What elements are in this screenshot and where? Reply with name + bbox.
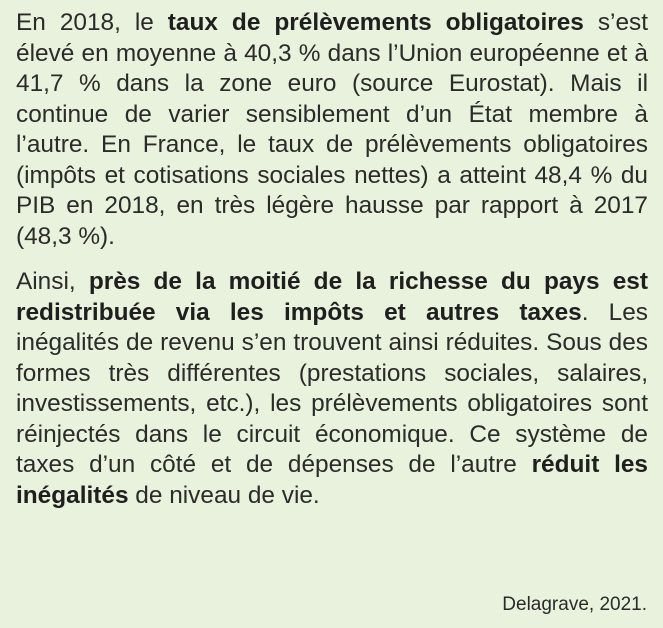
paragraph-1-bold-1: taux de prélèvements obligatoires [167,9,584,36]
source-citation: Delagrave, 2021. [502,594,647,615]
paragraph-2-text-3: de niveau de vie. [128,481,320,509]
paragraph-2-text-1: Ainsi, [16,268,89,295]
paragraph-1-text-2: s’est élevé en moyenne à 40,3 % dans l’Union européenne et à 41,7 % dans la zone euro (source Eurostat). Mais il continue de varier sensiblement d’un État membre à l’autre. En France, le taux de prélèvements obligatoires (impôts et cotisations sociales nettes) a atteint 48,4 % du PIB en 2018, en très légère hausse par rapport à 2017 (48,3 %). [16,9,648,250]
paragraph-1 [16,8,648,252]
paragraph-1-text-1: En 2018, le [16,9,168,36]
paragraph-2 [16,267,648,511]
paragraph-2-bold-2: réduit les inégalités [16,451,649,509]
paragraph-2-text-2: . Les inégalités de revenu s’en trouvent ainsi réduites. Sous des formes très différentes (prestations sociales, salaires, investissements, etc.), les prélèvements obligatoires sont réinjectés dans le circuit économique. Ce système de taxes d’un côté et de dépenses de l’autre [16,298,648,478]
paragraph-2-bold-1: près de la moitié de la richesse du pays est redistribuée via les impôts et autres taxes [16,268,648,326]
